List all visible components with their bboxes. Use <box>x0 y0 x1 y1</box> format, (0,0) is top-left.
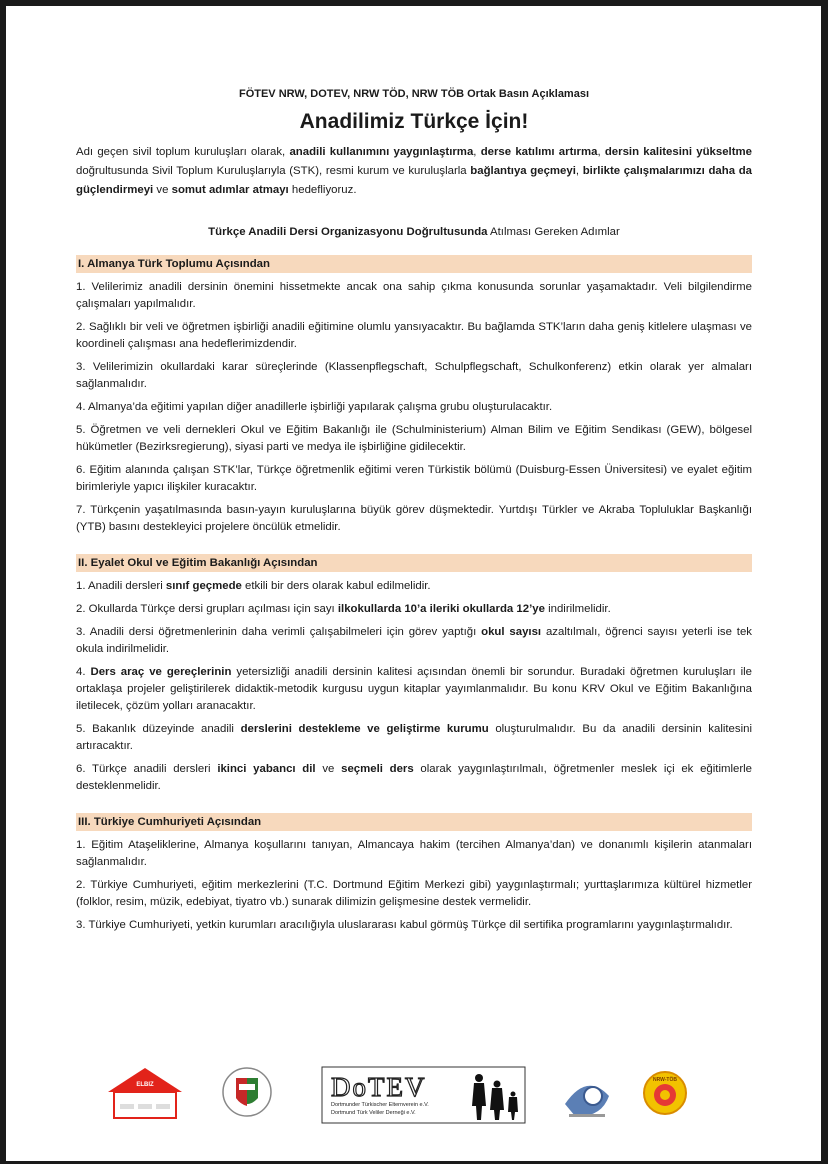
elbiz-window-icon <box>156 1104 170 1109</box>
section-1-item: 5. Öğretmen ve veli dernekleri Okul ve Eğitim Bakanlığı ile (Schulministerium) Alman Bilim ve Eğitim Sendikası (GEW), bölgesel hükümetler (Bezirksregierung), siyasi parti ve medya ile işbirliğine gidilecektir. <box>76 424 752 453</box>
dotev-wordmark: DoTEV <box>331 1072 427 1102</box>
section-3-heading: III. Türkiye Cumhuriyeti Açısından <box>76 813 752 831</box>
nrw-tod-logo <box>561 1074 613 1120</box>
press-release-subtitle: FÖTEV NRW, DOTEV, NRW TÖD, NRW TÖB Ortak Basın Açıklaması <box>238 88 590 100</box>
nrw-tob-label: NRW-TÖB <box>653 1077 677 1083</box>
section-2-item: 4. Ders araç ve gereçlerinin yetersizliği anadili dersinin kalitesi açısından önemli bir sorundur. Buradaki öğretmen kuruluşları ile ortaklaşa projeler geliştirilerek didaktik-metodik kurgusu uygun kitaplar yayımlanmalıdır. Bu konu KRV Okul ve Eğitim Bakanlığına iletilecek, çözüm yolları aranacaktır. <box>76 666 753 712</box>
logo-row <box>106 1054 686 1128</box>
section-2-item: 5. Bakanlık düzeyinde anadili derslerini destekleme ve geliştirme kurumu oluşturulmalıdır. Bu da anadili dersinin kalitesini artıracaktır. <box>76 723 752 752</box>
fotev-band-icon <box>239 1084 255 1090</box>
dotev-line-2: Dortmund Türk Veliler Derneği e.V. <box>331 1110 416 1116</box>
section-3-item: 3. Türkiye Cumhuriyeti, yetkin kurumları aracılığıyla uluslararası kabul görmüş Türkçe dil sertifika programlarını yaygınlaştırmalıdır. <box>76 919 733 931</box>
steps-heading: Türkçe Anadili Dersi Organizasyonu Doğrultusunda Atılması Gereken Adımlar <box>208 226 620 238</box>
section-3-item: 1. Eğitim Ataşeliklerine, Almanya koşullarını tanıyan, Almancaya hakim (tercihen Almanya’dan) ve donanımlı kişilerin atanmaları sağlanmalıdır. <box>76 839 752 868</box>
section-1-item: 7. Türkçenin yaşatılmasında basın-yayın kuruluşlarına büyük görev düşmektedir. Yurtdışı Türkler ve Akraba Topluluklar Başkanlığı (YTB) basını destekleyici projelere öncülük etmelidir. <box>76 504 752 533</box>
nrw-tod-ring-icon <box>584 1087 602 1105</box>
document-title: Anadilimiz Türkçe İçin! <box>299 110 529 133</box>
section-2-item: 2. Okullarda Türkçe dersi grupları açılması için sayı ilkokullarda 10’a ileriki okullarda 12’ye indirilmelidir. <box>76 603 611 615</box>
section-1-item: 2. Sağlıklı bir veli ve öğretmen işbirliği anadili eğitimine olumlu yansıyacaktır. Bu bağlamda STK’ların daha geniş kitlelere ulaşması ve koordineli çalışması ana hedeflerimizdendir. <box>76 321 752 350</box>
elbiz-window-icon <box>120 1104 134 1109</box>
dotev-line-1: Dortmunder Türkischer Elternverein e.V. <box>331 1102 429 1108</box>
document-page <box>6 6 821 1161</box>
section-1-item: 4. Almanya’da eğitimi yapılan diğer anadillerle işbirliği yapılarak çalışma grubu oluşturulacaktır. <box>76 401 553 413</box>
elbiz-logo <box>106 1066 184 1120</box>
elbiz-roof-icon <box>108 1068 182 1092</box>
intro-paragraph: Adı geçen sivil toplum kuruluşları olarak, anadili kullanımını yaygınlaştırma, derse katılımı artırma, dersin kalitesini yükseltme doğrultusunda Sivil Toplum Kuruluşlarıyla (STK), resmi kurum ve kuruluşlarla bağlantıya geçmeyi, birlikte çalışmalarımızı daha da güçlendirmeyi ve somut adımlar atmayı hedefliyoruz. <box>76 146 752 196</box>
section-3-item: 2. Türkiye Cumhuriyeti, eğitim merkezlerini (T.C. Dortmund Eğitim Merkezi gibi) yaygınlaştırmalı; yurttaşlarımıza kültürel hizmetler (folklor, resim, müzik, edebiyat, tiyatro vb.) sunarak dilimizin gelişmesine destek vermelidir. <box>76 879 752 908</box>
dotev-logo <box>321 1066 526 1124</box>
section-2-heading: II. Eyalet Okul ve Eğitim Bakanlığı Açısından <box>76 554 752 572</box>
document-content <box>76 88 752 940</box>
section-2-item: 3. Anadili dersi öğretmenlerinin daha verimli çalışabilmeleri için görev yaptığı okul sayısı azaltılmalı, öğrenci sayısı yeterli ise tek okula indirilmelidir. <box>76 626 752 655</box>
section-2-item: 6. Türkçe anadili dersleri ikinci yabancı dil ve seçmeli ders olarak yaygınlaştırılmalı, öğretmenler meslek içi ek eğitimlerle desteklenmelidir. <box>76 763 753 792</box>
section-1-heading: I. Almanya Türk Toplumu Açısından <box>76 255 752 273</box>
nrw-tob-logo <box>642 1070 688 1116</box>
nrw-tod-caption-icon <box>569 1114 605 1117</box>
nrw-tob-core-icon <box>660 1090 670 1100</box>
section-1-item: 6. Eğitim alanında çalışan STK’lar, Türkçe öğretmenlik eğitimi veren Türkistik bölümü (Duisburg-Essen Üniversitesi) ve eyalet eğitim birimleriyle yapıcı ilişkiler kuracaktır. <box>76 464 752 493</box>
section-1-item: 1. Velilerimiz anadili dersinin önemini hissetmekte ancak ona sahip çıkma konusunda sorunlar yaşamaktadır. Veli bilgilendirme çalışmaları yapılmalıdır. <box>76 281 752 310</box>
section-2-item: 1. Anadili dersleri sınıf geçmede etkili bir ders olarak kabul edilmelidir. <box>76 580 431 592</box>
elbiz-label: ELBIZ <box>136 1082 154 1088</box>
section-1-item: 3. Velilerimizin okullardaki karar süreçlerinde (Klassenpflegschaft, Schulpflegschaft, Schulkonferenz) etkin olarak yer almaları sağlanmalıdır. <box>76 361 752 390</box>
elbiz-window-icon <box>138 1104 152 1109</box>
fotev-crest-logo <box>221 1060 273 1124</box>
